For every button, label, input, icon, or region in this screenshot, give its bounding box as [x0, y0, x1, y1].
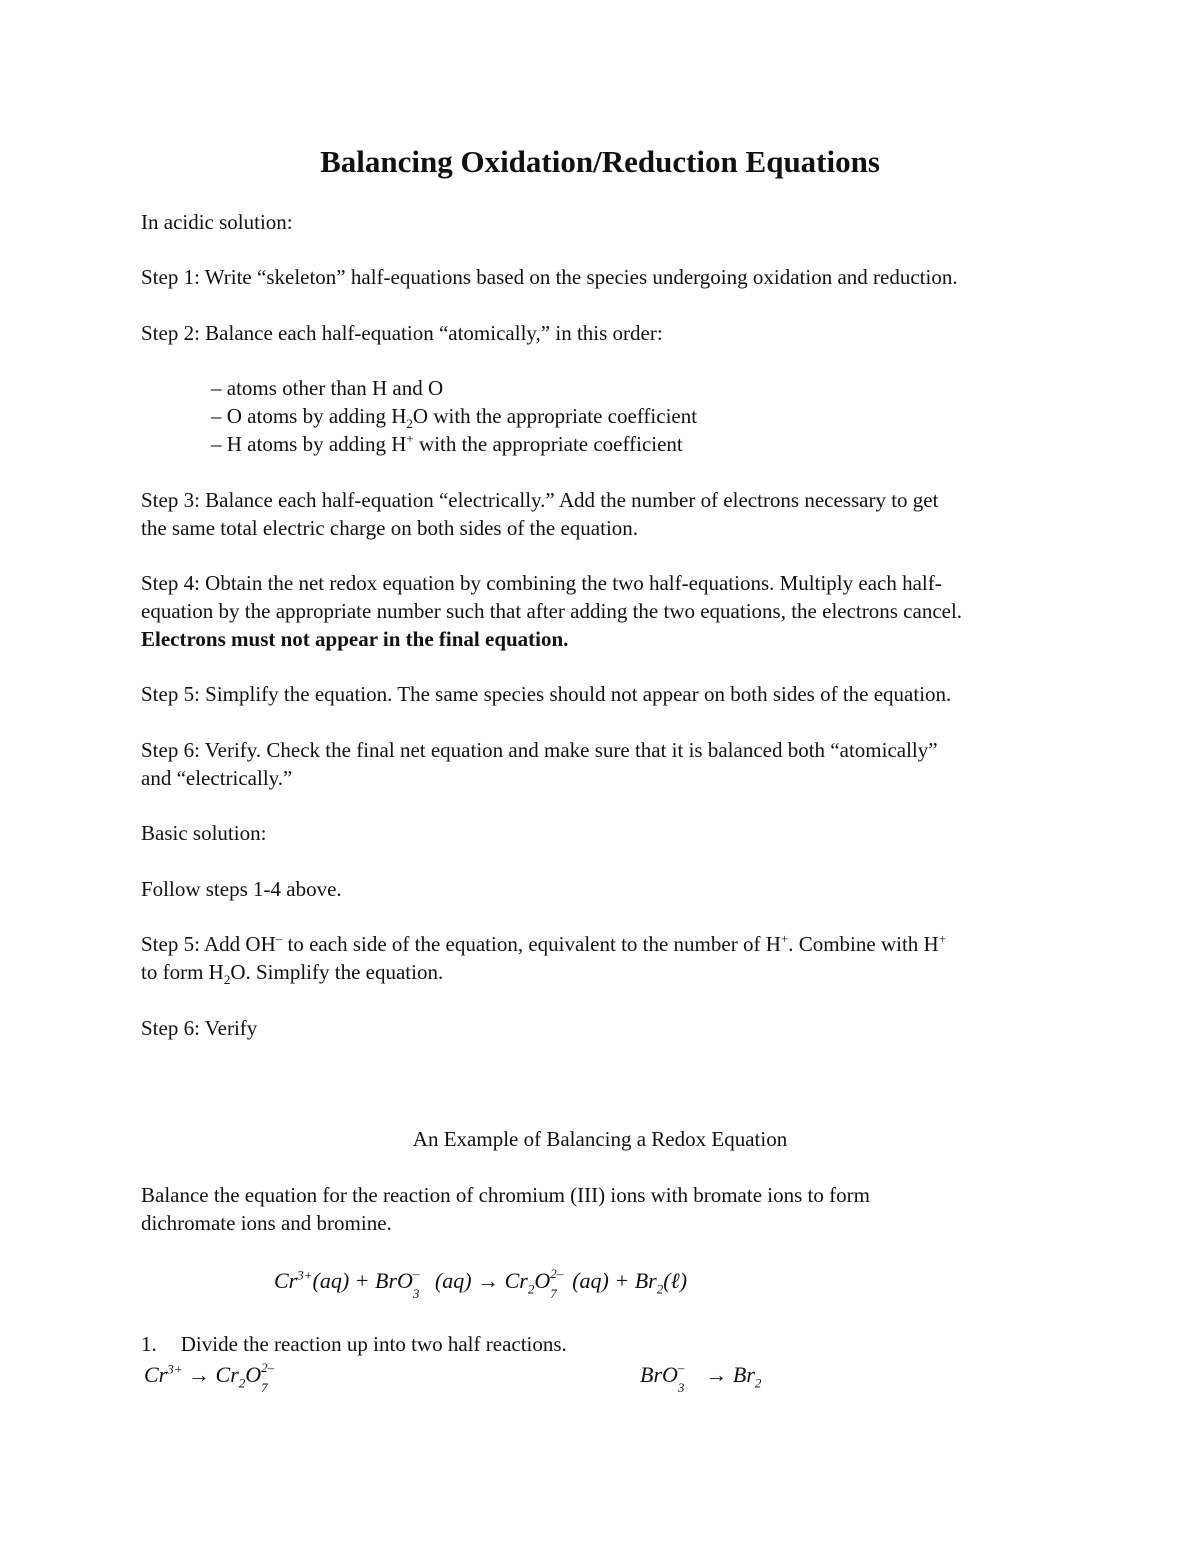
half1-cr2: Cr	[215, 1362, 239, 1387]
bullet-o-pre: – O atoms by adding H	[211, 404, 407, 428]
bullet-h-post: with the appropriate coefficient	[413, 432, 683, 456]
eq-aq1: (aq) +	[312, 1268, 376, 1293]
half2-arrow: →	[699, 1362, 733, 1387]
step1-text: Step 1: Write “skeleton” half-equations based on the species undergoing oxidation and reduction.	[141, 265, 958, 289]
basic-step5-line2	[141, 958, 443, 986]
eq-cr: Cr	[274, 1268, 298, 1293]
half2-br: Br	[732, 1362, 755, 1387]
bullet-h-pre: – H atoms by adding H	[211, 432, 407, 456]
step3-line2: the same total electric charge on both sides of the equation.	[141, 516, 639, 540]
basic-step5-b-sup: +	[780, 931, 789, 946]
divide-step	[141, 1330, 567, 1358]
eq-br2-sub: 2	[656, 1281, 664, 1297]
half1-o-sup: 2–	[261, 1359, 275, 1375]
half1-o-sub: 7	[261, 1379, 268, 1395]
eq-aq2: (aq) →	[434, 1268, 505, 1293]
bullet-o-atoms	[211, 402, 697, 430]
basic-step5-line2-sub: 2	[223, 972, 231, 988]
bullet-o-post: O with the appropriate coefficient	[412, 404, 698, 428]
basic-step5-a-sup: –	[275, 931, 283, 946]
basic-heading: Basic solution:	[141, 821, 267, 845]
half2-bro: BrO	[640, 1362, 678, 1387]
eq-o7: O	[534, 1268, 551, 1293]
eq-bro: BrO	[375, 1268, 413, 1293]
example-line2: dichromate ions and bromine.	[141, 1211, 392, 1235]
example-line1: Balance the equation for the reaction of chromium (III) ions with bromate ions to form	[141, 1183, 870, 1207]
basic-step6: Step 6: Verify	[141, 1016, 258, 1040]
page-title: Balancing Oxidation/Reduction Equations	[320, 144, 880, 179]
acidic-heading: In acidic solution:	[141, 210, 293, 234]
eq-bro-charge	[412, 1265, 435, 1301]
basic-step5-line1	[141, 930, 946, 958]
basic-step5-line2-b: O. Simplify the equation.	[230, 960, 444, 984]
half1-arrow: →	[182, 1362, 216, 1387]
step2-text: Step 2: Balance each half-equation “atomically,” in this order:	[141, 321, 663, 345]
eq-o7-sup: 2–	[550, 1265, 564, 1281]
divide-number: 1.	[141, 1332, 157, 1356]
basic-step5-c-sup: +	[938, 931, 947, 946]
half2-bro-sub: 3	[677, 1379, 685, 1395]
eq-cr2-sub: 2	[527, 1281, 535, 1297]
half1-cr: Cr	[144, 1362, 168, 1387]
bullet-o-sub: 2	[406, 416, 413, 432]
half1-cr-sup: 3+	[167, 1361, 183, 1377]
follow-steps: Follow steps 1-4 above.	[141, 877, 342, 901]
eq-bro-sub: 3	[412, 1285, 420, 1301]
half2-br-sub: 2	[754, 1375, 762, 1391]
eq-o7-charge	[550, 1265, 572, 1301]
step4-bold-note: Electrons must not appear in the final equation.	[141, 627, 569, 651]
step4-line1: Step 4: Obtain the net redox equation by combining the two half-equations. Multiply each half-	[141, 571, 942, 595]
eq-bro-sup: –	[412, 1265, 420, 1281]
example-title: An Example of Balancing a Redox Equation	[412, 1127, 788, 1151]
step4-line2: equation by the appropriate number such that after adding the two equations, the electrons cancel.	[141, 599, 963, 623]
half2-bro-sup: –	[677, 1359, 685, 1375]
bullet-atoms-other: – atoms other than H and O	[211, 376, 444, 400]
half1-o: O	[245, 1362, 262, 1387]
basic-step5-b: to each side of the equation, equivalent to the number of H	[282, 932, 781, 956]
half2-bro-charge	[677, 1359, 700, 1395]
eq-o7-sub: 7	[550, 1285, 557, 1301]
half1-o-charge	[261, 1359, 283, 1395]
basic-step5-a: Step 5: Add OH	[141, 932, 276, 956]
half-reaction-chromium	[144, 1359, 283, 1395]
half1-cr2-sub: 2	[238, 1375, 246, 1391]
basic-step5-c: . Combine with H	[788, 932, 939, 956]
half-reaction-bromate	[640, 1359, 762, 1395]
eq-liq: (ℓ)	[663, 1268, 688, 1293]
step6-line1: Step 6: Verify. Check the final net equation and make sure that it is balanced both “atomically”	[141, 738, 938, 762]
eq-br2: Br	[634, 1268, 657, 1293]
step3-line1: Step 3: Balance each half-equation “electrically.” Add the number of electrons necessary to get	[141, 488, 939, 512]
step6-line2: and “electrically.”	[141, 766, 293, 790]
divide-text: Divide the reaction up into two half reactions.	[180, 1332, 567, 1356]
eq-cr2: Cr	[504, 1268, 528, 1293]
eq-cr-sup: 3+	[297, 1267, 313, 1283]
step5-text: Step 5: Simplify the equation. The same species should not appear on both sides of the equation.	[141, 682, 952, 706]
main-equation	[274, 1265, 688, 1301]
bullet-h-sup: +	[406, 431, 414, 446]
basic-step5-line2-a: to form H	[141, 960, 224, 984]
eq-aq3: (aq) +	[572, 1268, 635, 1293]
bullet-h-atoms	[211, 430, 683, 458]
